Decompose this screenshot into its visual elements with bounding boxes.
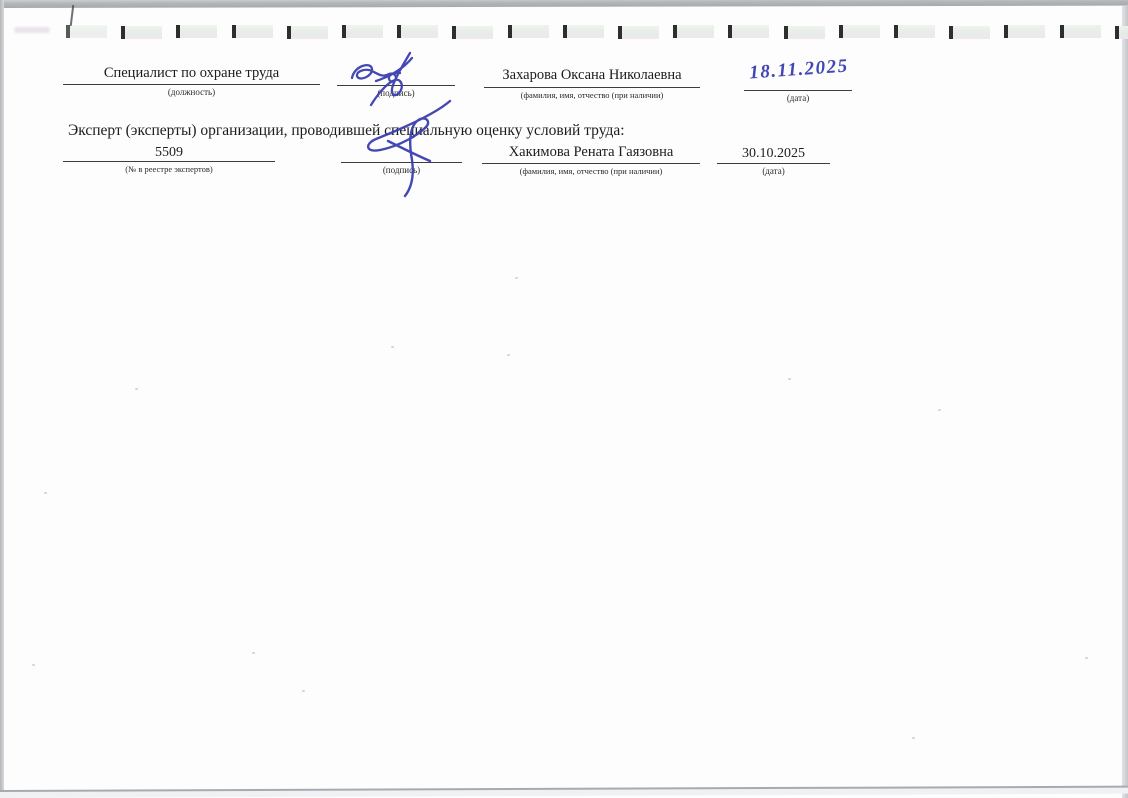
name-line-1 [484, 87, 700, 88]
binding-mark [397, 25, 438, 38]
binding-mark [894, 25, 935, 38]
scan-right-edge [1122, 6, 1128, 798]
expert-section-heading: Эксперт (эксперты) организации, проводившей специальную оценку условий труда: [68, 122, 625, 139]
scan-smear-artifact [14, 27, 50, 33]
binding-mark [342, 25, 383, 38]
binding-mark [728, 25, 769, 38]
binding-mark [1115, 26, 1128, 39]
date-caption-2: (дата) [762, 166, 785, 176]
binding-mark [176, 25, 217, 38]
scan-left-edge [0, 0, 4, 798]
registry-line [63, 161, 275, 162]
name-caption-1: (фамилия, имя, отчество (при наличии) [520, 90, 664, 100]
expert-date-value: 30.10.2025 [742, 146, 805, 161]
binding-mark [784, 26, 825, 39]
handwritten-date-ink: 18.11.2025 [748, 55, 850, 84]
dust-speck [391, 346, 394, 348]
binding-mark [452, 26, 493, 39]
position-line [63, 84, 320, 85]
scan-top-edge [0, 0, 1128, 8]
dust-speck [32, 664, 35, 666]
specialist-position-value: Специалист по охране труда [103, 65, 280, 81]
date-line-2 [717, 163, 830, 164]
dust-speck [1085, 657, 1088, 659]
name-line-2 [482, 163, 700, 164]
signature-caption-1: (подпись) [377, 88, 415, 98]
registry-caption: (№ в реестре экспертов) [125, 164, 213, 174]
binding-mark [232, 25, 273, 38]
binding-mark [673, 25, 714, 38]
expert-name-value: Хакимова Рената Гаязовна [508, 144, 674, 160]
dust-speck [44, 492, 47, 494]
dust-speck [135, 388, 138, 390]
signature-caption-2: (подпись) [382, 165, 421, 175]
dust-speck [515, 277, 518, 279]
position-caption: (должность) [167, 87, 216, 97]
binding-mark [508, 25, 549, 38]
binding-mark [949, 26, 990, 39]
dust-speck [938, 409, 941, 411]
pen-mark-artifact [70, 5, 75, 26]
binding-mark [66, 25, 107, 38]
specialist-name-value: Захарова Оксана Николаевна [502, 67, 682, 83]
dust-speck [252, 652, 255, 654]
binding-mark [839, 25, 880, 38]
dust-speck [507, 354, 510, 356]
binding-mark [1060, 25, 1101, 38]
dust-speck [912, 737, 915, 739]
dust-speck [302, 690, 305, 692]
dust-speck [788, 378, 791, 380]
binding-mark [121, 26, 162, 39]
binding-mark [287, 26, 328, 39]
binding-mark [1004, 25, 1045, 38]
expert-registry-number: 5509 [155, 145, 183, 160]
name-caption-2: (фамилия, имя, отчество (при наличии) [519, 166, 663, 176]
date-caption-1: (дата) [786, 93, 810, 103]
binding-mark [618, 26, 659, 39]
expert-signature-ink [358, 97, 466, 199]
date-line-1 [744, 90, 852, 91]
binding-mark [563, 25, 604, 38]
